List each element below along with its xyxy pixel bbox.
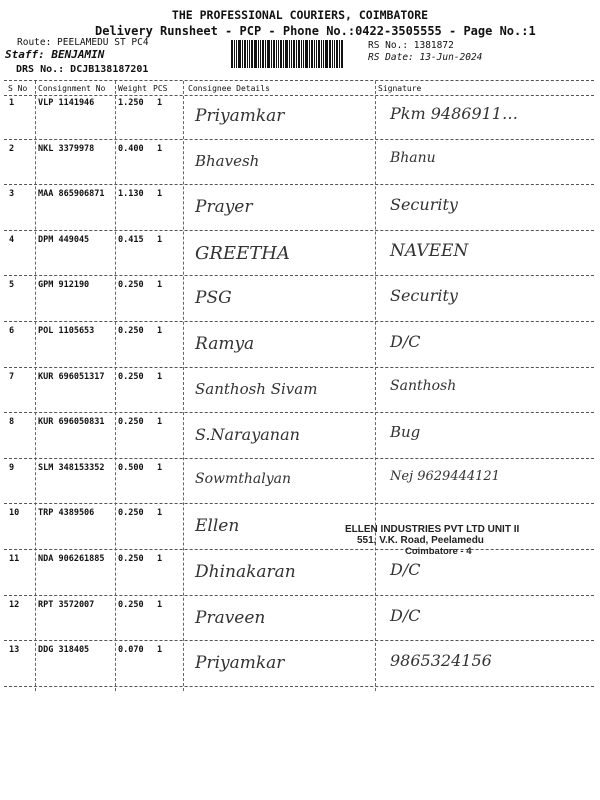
document-title: THE PROFESSIONAL COURIERS, COIMBATORE <box>171 8 429 22</box>
row-signature-handwriting: Bhanu <box>390 149 436 166</box>
barcode-bar <box>234 40 235 68</box>
barcode-bar <box>238 40 241 68</box>
col-header-weight: Weight <box>118 84 147 93</box>
row-pcs: 1 <box>157 143 163 154</box>
row-consignee-handwriting: Ellen <box>195 516 240 537</box>
row-sno: 6 <box>9 326 15 336</box>
barcode-bar <box>242 40 243 68</box>
col-header-consignment: Consignment No <box>38 84 106 93</box>
row-sno: 12 <box>9 599 20 610</box>
row-pcs: 1 <box>157 462 163 473</box>
row-consignee-handwriting: Ramya <box>195 334 255 354</box>
barcode-bar <box>280 40 282 68</box>
barcode-bar <box>305 40 308 68</box>
barcode-bar <box>236 40 237 68</box>
barcode-bar <box>301 40 302 68</box>
row-consignee-handwriting: Priyamkar <box>195 106 285 126</box>
barcode-bar <box>249 40 250 68</box>
row-consignment-no: RPT 3572007 <box>38 599 95 610</box>
row-signature-handwriting: 9865324156 <box>390 651 492 671</box>
barcode-bar <box>303 40 304 68</box>
row-consignment-no: GPM 912190 <box>38 280 90 291</box>
row-weight: 0.500 <box>118 462 144 473</box>
barcode-bar <box>258 40 259 68</box>
col-divider <box>35 81 36 691</box>
runsheet-subtitle: Delivery Runsheet - PCP - Phone No.:0422-3505555 - Page No.:1 <box>95 24 536 38</box>
barcode-bar <box>334 40 335 68</box>
barcode-bar <box>289 40 290 68</box>
row-pcs: 1 <box>157 189 163 200</box>
barcode-bar <box>309 40 310 68</box>
col-header-pcs: PCS <box>153 84 168 93</box>
row-sno: 13 <box>9 645 20 656</box>
row-weight: 0.415 <box>118 234 144 245</box>
col-header-consignee: Consignee Details <box>188 84 270 93</box>
row-sno: 2 <box>9 143 15 154</box>
row-sno: 10 <box>9 508 20 519</box>
row-divider <box>4 275 594 276</box>
row-consignment-no: KUR 696051317 <box>38 371 105 382</box>
col-divider <box>375 81 376 691</box>
stamp-line: ELLEN INDUSTRIES PVT LTD UNIT II <box>345 524 520 535</box>
rs-date: RS Date: 13-Jun-2024 <box>368 52 483 63</box>
col-header-signature: Signature <box>378 84 422 93</box>
row-consignee-handwriting: Santhosh Sivam <box>195 379 318 398</box>
row-consignment-no: TRP 4389506 <box>38 508 95 519</box>
barcode-bar <box>285 40 288 68</box>
row-sno: 3 <box>9 189 15 200</box>
rs-number: RS No.: 1381872 <box>368 40 454 51</box>
row-consignment-no: VLP 1141946 <box>38 98 95 108</box>
barcode-bar <box>336 40 338 68</box>
row-signature-handwriting: D/C <box>390 560 421 579</box>
row-consignment-no: NDA 906261885 <box>38 554 105 564</box>
row-signature-handwriting: D/C <box>390 332 421 351</box>
row-pcs: 1 <box>157 326 163 336</box>
row-signature-handwriting: D/C <box>390 605 421 625</box>
row-consignee-handwriting: Prayer <box>195 197 253 218</box>
barcode-bar <box>314 40 315 68</box>
staff-label: Staff: BENJAMIN <box>5 48 105 61</box>
row-consignment-no: MAA 865906871 <box>38 189 105 200</box>
row-pcs: 1 <box>157 98 163 108</box>
row-consignee-handwriting: Priyamkar <box>195 653 285 674</box>
row-signature-handwriting: Santhosh <box>390 377 457 394</box>
barcode-bar <box>278 40 279 68</box>
barcode-bar <box>291 40 292 68</box>
row-consignment-no: POL 1105653 <box>38 326 95 336</box>
row-pcs: 1 <box>157 371 163 382</box>
row-consignment-no: KUR 696050831 <box>38 417 105 428</box>
barcode-bar <box>311 40 313 68</box>
col-header-sno: S No <box>8 84 28 93</box>
drs-number: DRS No.: DCJB138187201 <box>16 64 149 75</box>
row-weight: 0.250 <box>118 371 144 382</box>
table-header-rule <box>4 95 594 96</box>
row-sno: 11 <box>9 554 20 564</box>
row-divider <box>4 458 594 459</box>
barcode-bar <box>267 40 270 68</box>
barcode-bar <box>265 40 266 68</box>
col-divider <box>115 81 116 691</box>
row-divider <box>4 595 594 596</box>
barcode-bar <box>244 40 246 68</box>
row-pcs: 1 <box>157 554 163 564</box>
row-signature-handwriting: Security <box>390 286 458 306</box>
barcode-bar <box>260 40 261 68</box>
row-signature-handwriting: NAVEEN <box>390 240 469 261</box>
row-signature-handwriting: Security <box>390 195 458 215</box>
stamp-line: Coimbatore - 4 <box>405 546 472 557</box>
company-stamp <box>345 524 590 557</box>
row-divider <box>4 412 594 413</box>
barcode-bar <box>321 40 322 68</box>
barcode-bar <box>283 40 284 68</box>
row-consignment-no: DPM 449045 <box>38 234 90 245</box>
row-weight: 1.250 <box>118 98 144 108</box>
row-weight: 0.250 <box>118 417 144 428</box>
barcode-bar <box>323 40 324 68</box>
table-top-rule <box>4 80 594 81</box>
row-sno: 8 <box>9 417 15 428</box>
row-sno: 9 <box>9 462 15 473</box>
row-weight: 0.250 <box>118 280 144 291</box>
barcode-bar <box>325 40 328 68</box>
row-weight: 0.250 <box>118 599 144 610</box>
barcode-bar <box>273 40 275 68</box>
row-signature-handwriting: Pkm 9486911… <box>390 104 518 123</box>
row-signature-handwriting: Bug <box>390 423 421 442</box>
row-weight: 0.250 <box>118 554 144 564</box>
row-consignee-handwriting: PSG <box>195 288 232 309</box>
row-consignee-handwriting: Praveen <box>195 607 266 628</box>
barcode-bar <box>318 40 320 68</box>
barcode-bar <box>332 40 333 68</box>
row-consignment-no: NKL 3379978 <box>38 143 95 154</box>
row-consignment-no: DDG 318405 <box>38 645 90 656</box>
barcode-bar <box>254 40 257 68</box>
row-consignee-handwriting: GREETHA <box>195 242 290 264</box>
row-weight: 0.250 <box>118 508 144 519</box>
row-divider <box>4 230 594 231</box>
row-consignee-handwriting: Bhavesh <box>195 151 260 170</box>
row-consignee-handwriting: Sowmthalyan <box>195 470 292 487</box>
barcode-bar <box>296 40 297 68</box>
row-signature-handwriting: Nej 9629444121 <box>390 468 500 484</box>
barcode-bar <box>329 40 331 68</box>
barcode-bar <box>293 40 295 68</box>
row-divider <box>4 321 594 322</box>
barcode-bar <box>276 40 277 68</box>
row-pcs: 1 <box>157 645 163 656</box>
row-consignee-handwriting: S.Narayanan <box>195 425 300 445</box>
barcode-bar <box>247 40 248 68</box>
row-weight: 0.250 <box>118 326 144 336</box>
row-weight: 0.070 <box>118 645 144 656</box>
row-sno: 1 <box>9 98 15 108</box>
row-divider <box>4 184 594 185</box>
row-consignment-no: SLM 348153352 <box>38 462 105 473</box>
barcode-bar <box>298 40 300 68</box>
row-divider <box>4 503 594 504</box>
barcode <box>231 40 361 68</box>
barcode-bar <box>341 40 343 68</box>
row-pcs: 1 <box>157 280 163 291</box>
row-divider <box>4 367 594 368</box>
row-sno: 4 <box>9 234 15 245</box>
barcode-bar <box>339 40 340 68</box>
row-pcs: 1 <box>157 599 163 610</box>
stamp-line: 551, V.K. Road, Peelamedu <box>357 535 484 546</box>
row-divider <box>4 139 594 140</box>
barcode-bar <box>231 40 233 68</box>
barcode-bar <box>271 40 272 68</box>
barcode-bar <box>316 40 317 68</box>
col-divider <box>183 81 184 691</box>
route-label: Route: PEELAMEDU ST PC4 <box>17 37 149 48</box>
row-pcs: 1 <box>157 234 163 245</box>
row-pcs: 1 <box>157 417 163 428</box>
row-divider <box>4 640 594 641</box>
row-divider <box>4 686 594 687</box>
barcode-bar <box>251 40 253 68</box>
row-weight: 0.400 <box>118 143 144 154</box>
barcode-bar <box>262 40 264 68</box>
row-consignee-handwriting: Dhinakaran <box>195 562 296 582</box>
row-pcs: 1 <box>157 508 163 519</box>
row-sno: 5 <box>9 280 15 291</box>
row-sno: 7 <box>9 371 15 382</box>
row-weight: 1.130 <box>118 189 144 200</box>
